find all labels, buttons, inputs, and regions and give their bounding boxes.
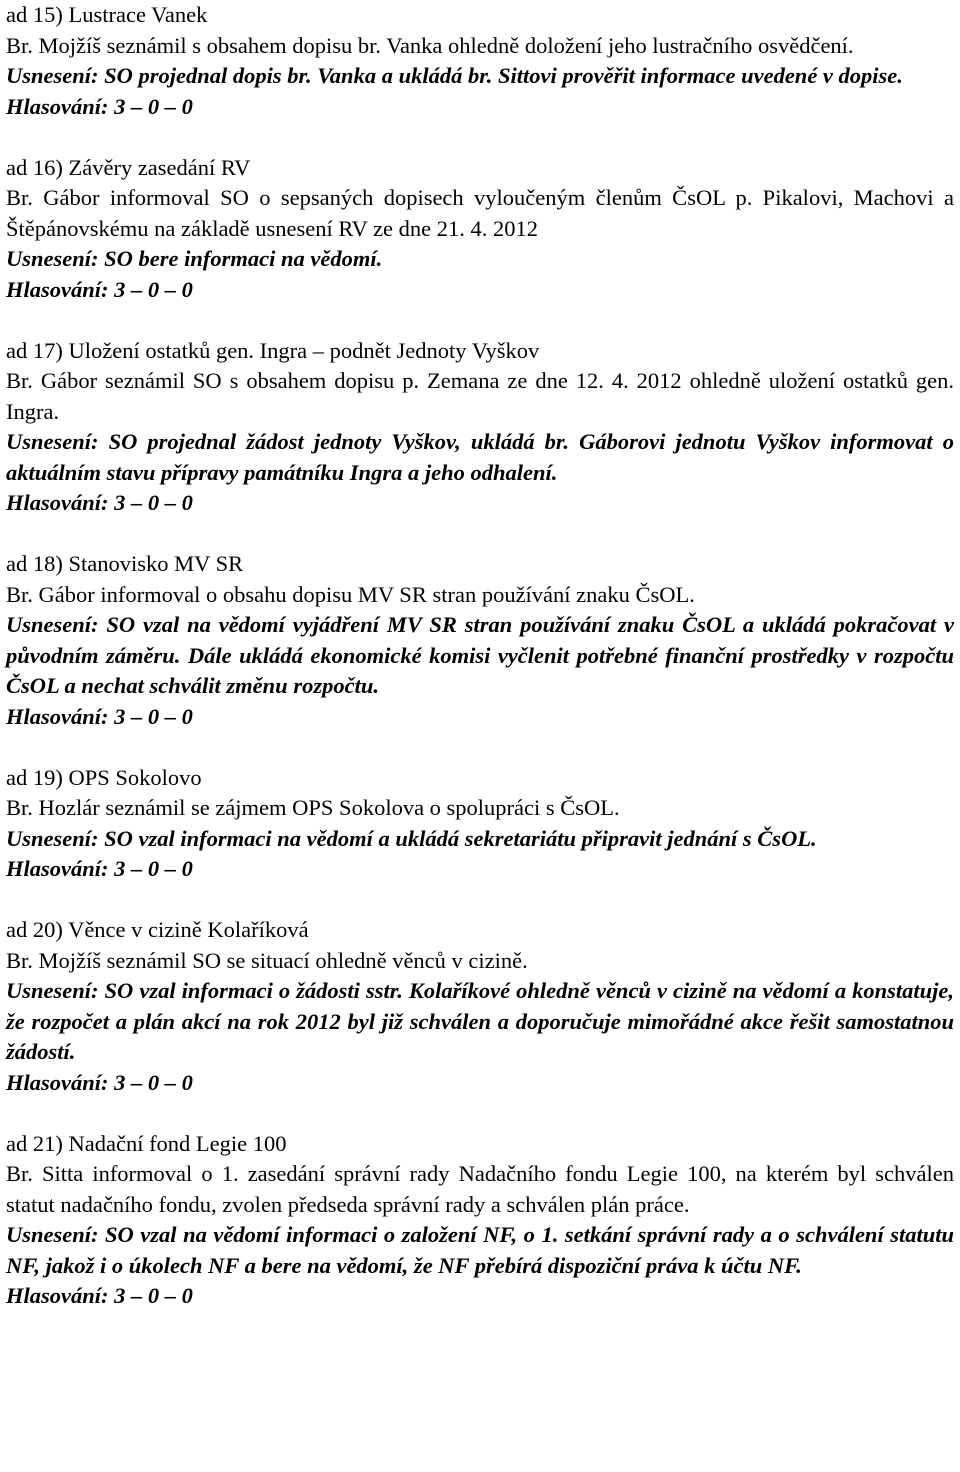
section-17 xyxy=(6,336,954,519)
section-19 xyxy=(6,763,954,885)
section-report: Br. Gábor informoval o obsahu dopisu MV SR stran používání znaku ČsOL. xyxy=(6,581,695,607)
section-report: Br. Gábor seznámil SO s obsahem dopisu p. Zemana ze dne 12. 4. 2012 ohledně uložení ostatků gen. Ingra. xyxy=(6,368,954,424)
section-resolution: Usnesení: SO vzal informaci na vědomí a ukládá sekretariátu připravit jednání s ČsOL. xyxy=(6,825,817,851)
section-vote: Hlasování: 3 – 0 – 0 xyxy=(6,1283,193,1308)
section-resolution: Usnesení: SO projednal dopis br. Vanka a ukládá br. Sittovi prověřit informace uvedené v dopise. xyxy=(6,63,903,88)
section-resolution: Usnesení: SO vzal na vědomí informaci o založení NF, o 1. setkání správní rady a o schválení statutu NF, jakož i o úkolech NF a bere na vědomí, že NF přebírá dispoziční práva k účtu NF. xyxy=(6,1222,954,1278)
section-vote: Hlasování: 3 – 0 – 0 xyxy=(6,93,193,119)
section-vote: Hlasování: 3 – 0 – 0 xyxy=(6,490,193,515)
section-16 xyxy=(6,153,954,306)
section-resolution: Usnesení: SO projednal žádost jednoty Vyškov, ukládá br. Gáborovi jednotu Vyškov informovat o aktuálním stavu přípravy památníku Ingra a jeho odhalení. xyxy=(6,429,954,485)
section-resolution: Usnesení: SO vzal na vědomí vyjádření MV SR stran používání znaku ČsOL a ukládá pokračovat v původním záměru. Dále ukládá ekonomické komisi vyčlenit potřebné finanční prostředky v rozpočtu ČsOL a nechat schválit změnu rozpočtu. xyxy=(6,612,954,698)
section-report: Br. Sitta informoval o 1. zasedání správní rady Nadačního fondu Legie 100, na kterém byl schválen statut nadačního fondu, zvolen předseda správní rady a schválen plán práce. xyxy=(6,1161,954,1217)
section-20 xyxy=(6,915,954,1098)
section-heading: ad 19) OPS Sokolovo xyxy=(6,764,202,790)
section-heading: ad 21) Nadační fond Legie 100 xyxy=(6,1130,287,1156)
section-vote: Hlasování: 3 – 0 – 0 xyxy=(6,276,193,302)
section-15 xyxy=(6,0,954,122)
section-heading: ad 20) Věnce v cizině Kolaříková xyxy=(6,917,309,942)
section-heading: ad 17) Uložení ostatků gen. Ingra – podnět Jednoty Vyškov xyxy=(6,337,540,363)
section-resolution: Usnesení: SO vzal informaci o žádosti sstr. Kolaříkové ohledně věnců v cizině na vědomí a konstatuje, že rozpočet a plán akcí na rok 2012 byl již schválen a doporučuje mimořádné akce řešit samostatnou žádostí. xyxy=(6,978,954,1064)
section-vote: Hlasování: 3 – 0 – 0 xyxy=(6,856,193,881)
section-vote: Hlasování: 3 – 0 – 0 xyxy=(6,1069,193,1095)
section-vote: Hlasování: 3 – 0 – 0 xyxy=(6,703,193,729)
section-heading: ad 18) Stanovisko MV SR xyxy=(6,551,244,576)
section-report: Br. Hozlár seznámil se zájmem OPS Sokolova o spolupráci s ČsOL. xyxy=(6,795,620,820)
section-21 xyxy=(6,1129,954,1312)
section-heading: ad 16) Závěry zasedání RV xyxy=(6,154,251,180)
section-resolution: Usnesení: SO bere informaci na vědomí. xyxy=(6,246,383,271)
section-report: Br. Mojžíš seznámil SO se situací ohledně věnců v cizině. xyxy=(6,947,528,973)
section-18 xyxy=(6,549,954,732)
section-report: Br. Gábor informoval SO o sepsaných dopisech vyloučeným členům ČsOL p. Pikalovi, Machovi a Štěpánovskému na základě usnesení RV ze dne 21. 4. 2012 xyxy=(6,185,954,241)
section-heading: ad 15) Lustrace Vanek xyxy=(6,2,208,27)
section-report: Br. Mojžíš seznámil s obsahem dopisu br. Vanka ohledně doložení jeho lustračního osvědčení. xyxy=(6,32,854,58)
document-page xyxy=(6,0,954,1312)
